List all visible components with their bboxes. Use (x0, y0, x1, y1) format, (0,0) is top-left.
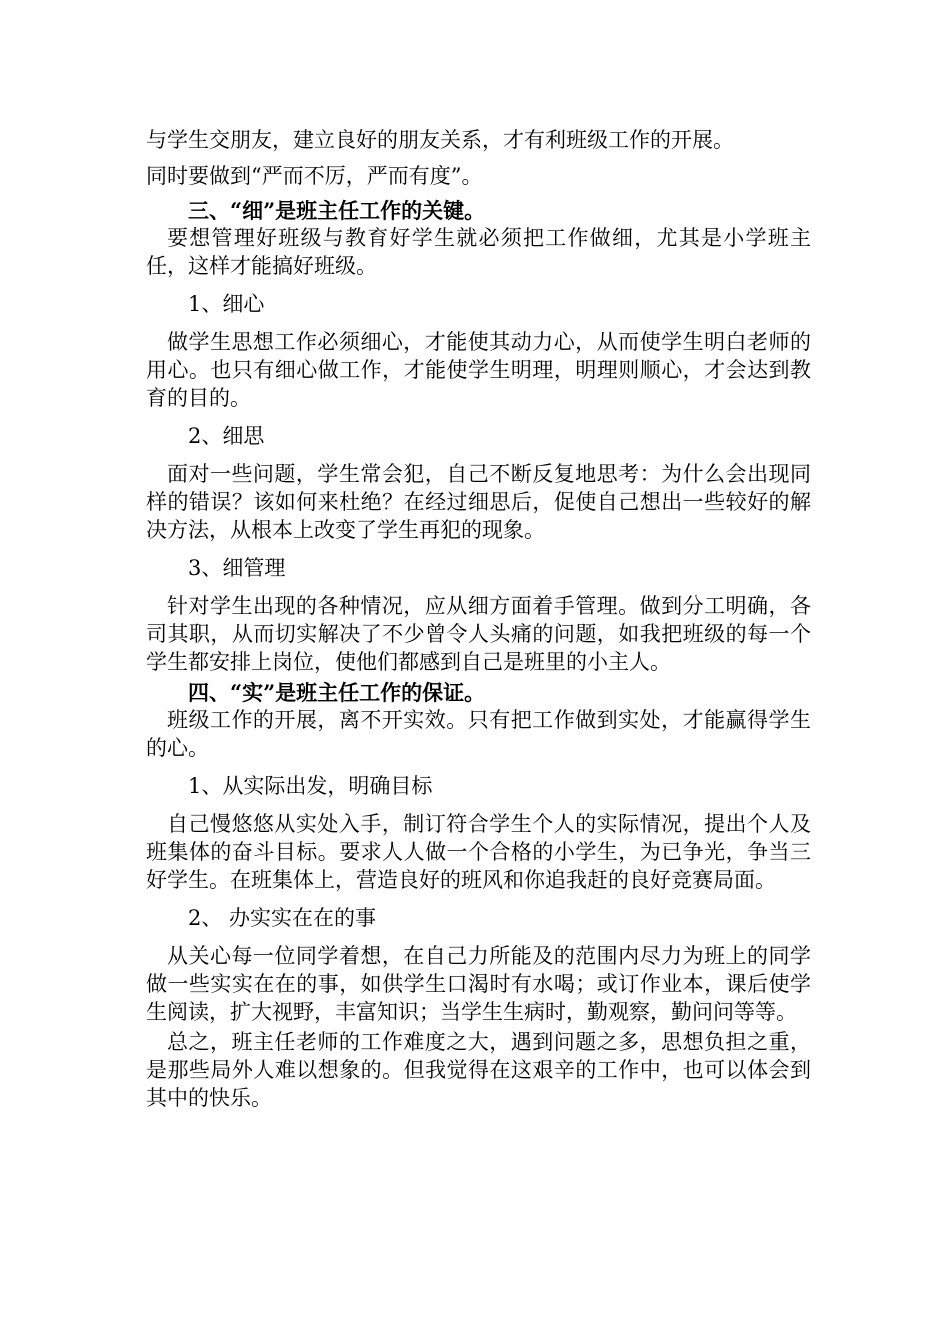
subheading-3-3: 3、细管理 (188, 556, 286, 580)
paragraph-4-1: 自己慢悠悠从实处入手，制订符合学生个人的实际情况，提出个人及班集体的奋斗目标。要求人人做一个合格的小学生，为已争光，争当三好学生。在班集体上，营造良好的班风和你追我赶的良好竞赛局面。 (146, 812, 811, 892)
paragraph-conclusion: 总之，班主任老师的工作难度之大，遇到问题之多，思想负担之重，是那些局外人难以想象的。但我觉得在这艰辛的工作中，也可以体会到其中的快乐。 (146, 1030, 811, 1110)
subheading-4-2: 2、 办实实在在的事 (188, 906, 377, 930)
subheading-3-1: 1、细心 (188, 292, 265, 316)
paragraph-section3-intro: 要想管理好班级与教育好学生就必须把工作做细，尤其是小学班主任，这样才能搞好班级。 (146, 226, 811, 278)
paragraph-4-2: 从关心每一位同学着想，在自己力所能及的范围内尽力为班上的同学做一些实实在在的事，如供学生口渴时有水喝；或订作业本，课后使学生阅读，扩大视野，丰富知识；当学生生病时，勤观察，勤问问等等。 (146, 944, 811, 1024)
subheading-4-1: 1、从实际出发，明确目标 (188, 774, 433, 798)
paragraph-3-2: 面对一些问题，学生常会犯，自己不断反复地思考：为什么会出现同样的错误？该如何来杜绝？在经过细思后，促使自己想出一些较好的解决方法，从根本上改变了学生再犯的现象。 (146, 462, 811, 542)
paragraph-section4-intro: 班级工作的开展，离不开实效。只有把工作做到实处，才能赢得学生的心。 (146, 708, 811, 760)
document-page (146, 122, 811, 1112)
paragraph-intro-line1: 与学生交朋友，建立良好的朋友关系，才有利班级工作的开展。 (146, 128, 734, 152)
section-heading-3: 三、“细”是班主任工作的关键。 (188, 198, 486, 223)
paragraph-3-1: 做学生思想工作必须细心，才能使其动力心，从而使学生明白老师的用心。也只有细心做工作，才能使学生明理，明理则顺心，才会达到教育的目的。 (146, 330, 811, 410)
section-heading-4: 四、“实”是班主任工作的保证。 (188, 680, 486, 705)
subheading-3-2: 2、细思 (188, 424, 265, 448)
paragraph-intro-line2: 同时要做到“严而不厉，严而有度”。 (146, 164, 483, 188)
paragraph-3-3: 针对学生出现的各种情况，应从细方面着手管理。做到分工明确，各司其职，从而切实解决了不少曾令人头痛的问题，如我把班级的每一个学生都安排上岗位，使他们都感到自己是班里的小主人。 (146, 594, 811, 674)
